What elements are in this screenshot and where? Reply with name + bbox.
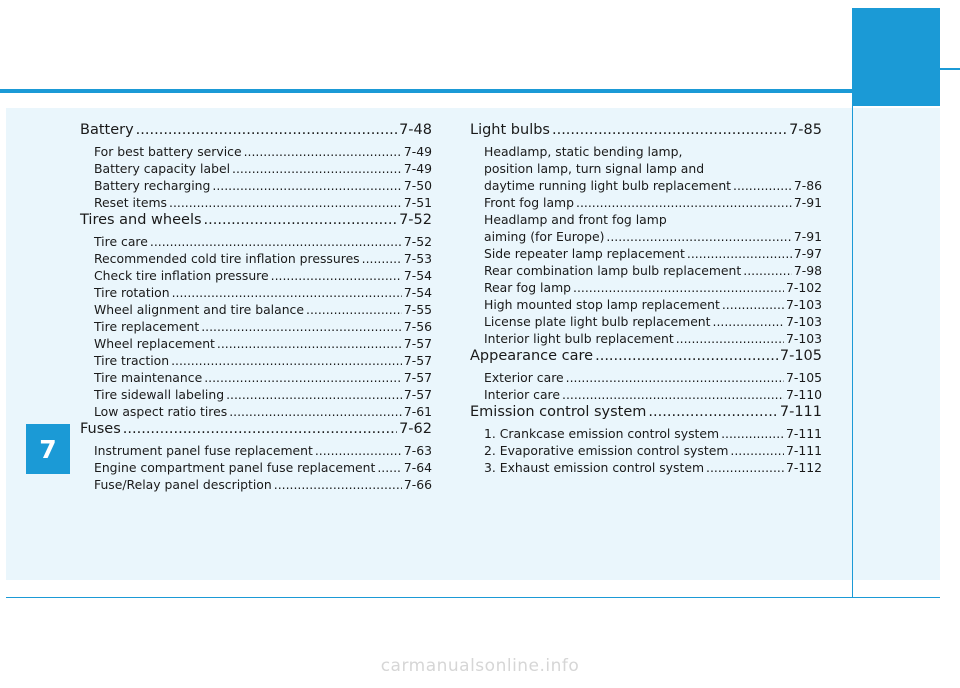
toc-entry-page: 7-54 (403, 285, 432, 300)
toc-entry-title: Engine compartment panel fuse replacement (94, 460, 376, 475)
toc-entry-page: 7-91 (793, 195, 822, 210)
dot-leader (377, 460, 402, 475)
toc-entry[interactable] (80, 234, 432, 251)
toc-entry-title: Low aspect ratio tires (94, 404, 228, 419)
toc-entry[interactable] (80, 404, 432, 421)
toc-entry-page: 7-111 (785, 426, 822, 441)
dot-leader (606, 229, 791, 244)
toc-section-heading-title: Light bulbs (470, 122, 550, 138)
toc-right-column (470, 122, 822, 477)
dot-leader (722, 297, 784, 312)
dot-leader (552, 122, 787, 138)
dot-leader (362, 251, 402, 266)
toc-entry-page: 7-112 (785, 460, 822, 475)
toc-entry-title: Tire traction (94, 353, 170, 368)
toc-entry[interactable] (80, 178, 432, 195)
toc-entry-page: 7-52 (403, 234, 432, 249)
toc-entry-line-title: Headlamp and front fog lamp (484, 212, 667, 227)
dot-leader (306, 302, 402, 317)
dot-leader (136, 122, 397, 138)
toc-entry[interactable] (470, 443, 822, 460)
footer-rule (6, 597, 940, 598)
toc-entry-title: Battery capacity label (94, 161, 231, 176)
toc-section-heading-title: Appearance care (470, 348, 594, 364)
toc-entry[interactable] (470, 331, 822, 348)
toc-entry-page: 7-55 (403, 302, 432, 317)
toc-entry-page: 7-64 (403, 460, 432, 475)
dot-leader (676, 331, 784, 346)
toc-entry[interactable] (470, 370, 822, 387)
dot-leader (229, 404, 402, 419)
toc-section-heading-page: 7-62 (399, 421, 432, 437)
toc-entry[interactable] (470, 229, 822, 246)
toc-entry-page: 7-97 (793, 246, 822, 261)
dot-leader (566, 370, 784, 385)
toc-entry[interactable] (80, 370, 432, 387)
toc-entry-title: Tire care (94, 234, 148, 249)
dot-leader (562, 387, 784, 402)
toc-entry-title: Exterior care (484, 370, 564, 385)
toc-entry-title: Wheel alignment and tire balance (94, 302, 304, 317)
toc-entry[interactable] (80, 477, 432, 494)
chapter-tab: 7 (26, 424, 70, 474)
toc-entry[interactable] (80, 460, 432, 477)
dot-leader (169, 195, 402, 210)
toc-entry[interactable] (80, 268, 432, 285)
dot-leader (271, 268, 402, 283)
corner-accent-block (852, 8, 940, 106)
toc-entry[interactable] (80, 144, 432, 161)
dot-leader (687, 246, 792, 261)
toc-entry-page: 7-103 (785, 297, 822, 312)
toc-entry-title: 1. Crankcase emission control system (484, 426, 720, 441)
toc-entry-title: Tire rotation (94, 285, 170, 300)
toc-section-heading-page: 7-85 (789, 122, 822, 138)
toc-entry[interactable] (470, 426, 822, 443)
toc-entry-page: 7-91 (793, 229, 822, 244)
toc-entry[interactable] (470, 297, 822, 314)
toc-section-heading[interactable] (80, 421, 432, 443)
toc-entry-title: Fuse/Relay panel description (94, 477, 272, 492)
toc-entry-page: 7-50 (403, 178, 432, 193)
toc-entry-title: Reset items (94, 195, 168, 210)
toc-entry[interactable] (470, 246, 822, 263)
toc-entry-page: 7-54 (403, 268, 432, 283)
toc-entry-title: Side repeater lamp replacement (484, 246, 685, 261)
dot-leader (171, 353, 402, 368)
toc-entry-title: Interior care (484, 387, 560, 402)
toc-entry-page: 7-66 (403, 477, 432, 492)
toc-entry[interactable] (80, 161, 432, 178)
toc-section-heading[interactable] (470, 348, 822, 370)
toc-entry-title: 2. Evaporative emission control system (484, 443, 729, 458)
toc-entry-page: 7-51 (403, 195, 432, 210)
toc-entry[interactable] (80, 302, 432, 319)
toc-entry-title: Rear combination lamp bulb replacement (484, 263, 742, 278)
dot-leader (201, 319, 402, 334)
toc-entry-title: Rear fog lamp (484, 280, 572, 295)
dot-leader (730, 443, 784, 458)
dot-leader (713, 314, 784, 329)
dot-leader (172, 285, 402, 300)
toc-entry-page: 7-86 (793, 178, 822, 193)
dot-leader (226, 387, 402, 402)
toc-entry-page: 7-49 (403, 144, 432, 159)
toc-entry[interactable] (80, 251, 432, 268)
toc-section-heading[interactable] (80, 212, 432, 234)
toc-entry-page: 7-105 (785, 370, 822, 385)
margin-divider (852, 93, 853, 598)
toc-section-heading-title: Battery (80, 122, 134, 138)
toc-entry-title: Interior light bulb replacement (484, 331, 674, 346)
toc-section-heading[interactable] (470, 122, 822, 144)
toc-entry-title: Recommended cold tire inflation pressures (94, 251, 360, 266)
toc-entry-title: High mounted stop lamp replacement (484, 297, 720, 312)
toc-entry-line[interactable] (470, 144, 822, 161)
toc-entry-page: 7-110 (785, 387, 822, 402)
dot-leader (733, 178, 792, 193)
toc-entry[interactable] (470, 195, 822, 212)
toc-section-heading-title: Tires and wheels (80, 212, 202, 228)
toc-entry-title: Front fog lamp (484, 195, 574, 210)
toc-section-heading-page: 7-48 (399, 122, 432, 138)
dot-leader (232, 161, 402, 176)
toc-entry-title: Check tire inflation pressure (94, 268, 269, 283)
toc-entry-line[interactable] (470, 161, 822, 178)
toc-entry-title: Tire maintenance (94, 370, 203, 385)
toc-entry[interactable] (470, 178, 822, 195)
toc-entry-line-title: Headlamp, static bending lamp, (484, 144, 683, 159)
toc-section-heading-title: Fuses (80, 421, 121, 437)
toc-entry-title: 3. Exhaust emission control system (484, 460, 705, 475)
toc-entry-page: 7-103 (785, 314, 822, 329)
toc-entry-title: License plate light bulb replacement (484, 314, 711, 329)
toc-entry[interactable] (80, 387, 432, 404)
toc-entry-title: Tire replacement (94, 319, 200, 334)
toc-entry[interactable] (80, 336, 432, 353)
toc-entry-title: Instrument panel fuse replacement (94, 443, 313, 458)
watermark: carmanualsonline.info (380, 656, 580, 676)
toc-entry-title: For best battery service (94, 144, 242, 159)
dot-leader (576, 195, 792, 210)
toc-entry[interactable] (470, 263, 822, 280)
dot-leader (212, 178, 401, 193)
toc-entry-page: 7-103 (785, 331, 822, 346)
toc-entry-page: 7-49 (403, 161, 432, 176)
toc-left-column (80, 122, 432, 494)
toc-entry-page: 7-53 (403, 251, 432, 266)
toc-entry[interactable] (470, 387, 822, 404)
toc-entry-line-title: position lamp, turn signal lamp and (484, 161, 705, 176)
toc-entry-page: 7-102 (785, 280, 822, 295)
dot-leader (204, 212, 398, 228)
toc-entry[interactable] (470, 280, 822, 297)
toc-entry-page: 7-56 (403, 319, 432, 334)
toc-entry[interactable] (80, 443, 432, 460)
toc-entry-page: 7-98 (793, 263, 822, 278)
dot-leader (204, 370, 402, 385)
toc-entry-page: 7-111 (785, 443, 822, 458)
toc-entry-title: Wheel replacement (94, 336, 215, 351)
toc-section-heading-page: 7-52 (399, 212, 432, 228)
toc-entry-page: 7-63 (403, 443, 432, 458)
toc-section-heading-title: Emission control system (470, 404, 647, 420)
toc-entry-page: 7-57 (403, 370, 432, 385)
dot-leader (274, 477, 402, 492)
dot-leader (648, 404, 777, 420)
toc-entry-title: Tire sidewall labeling (94, 387, 225, 402)
toc-entry-line[interactable] (470, 212, 822, 229)
toc-section-heading-page: 7-105 (779, 348, 822, 364)
toc-entry-title: daytime running light bulb replacement (484, 178, 732, 193)
dot-leader (123, 421, 397, 437)
toc-section-heading-page: 7-111 (779, 404, 822, 420)
dot-leader (595, 348, 778, 364)
toc-entry[interactable] (470, 460, 822, 477)
toc-entry-page: 7-57 (403, 353, 432, 368)
dot-leader (150, 234, 402, 249)
dot-leader (743, 263, 792, 278)
dot-leader (217, 336, 402, 351)
toc-entry-page: 7-61 (403, 404, 432, 419)
header-rule-right (940, 68, 960, 70)
toc-entry[interactable] (80, 353, 432, 370)
toc-entry-page: 7-57 (403, 387, 432, 402)
toc-section-heading[interactable] (80, 122, 432, 144)
dot-leader (573, 280, 784, 295)
dot-leader (721, 426, 784, 441)
toc-entry[interactable] (80, 195, 432, 212)
toc-entry[interactable] (80, 319, 432, 336)
header-rule (0, 89, 852, 93)
toc-entry-page: 7-57 (403, 336, 432, 351)
dot-leader (244, 144, 402, 159)
toc-entry-title: Battery recharging (94, 178, 211, 193)
dot-leader (706, 460, 784, 475)
toc-entry-title: aiming (for Europe) (484, 229, 605, 244)
toc-section-heading[interactable] (470, 404, 822, 426)
dot-leader (315, 443, 402, 458)
toc-entry[interactable] (80, 285, 432, 302)
toc-entry[interactable] (470, 314, 822, 331)
